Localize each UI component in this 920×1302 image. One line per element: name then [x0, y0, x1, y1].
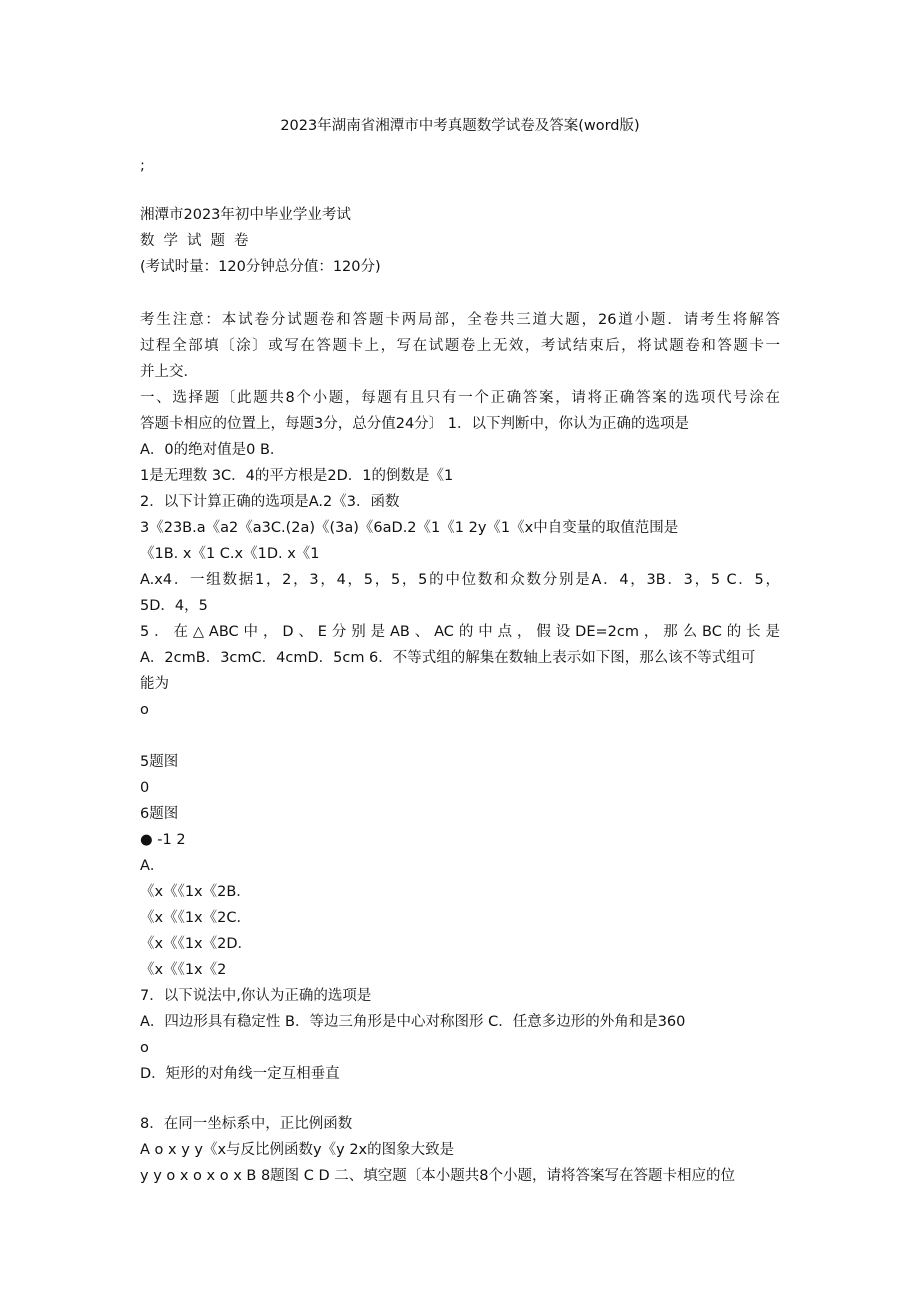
text-line: 答题卡相应的位置上，每题3分，总分值24分〕 1．以下判断中，你认为正确的选项是: [140, 416, 690, 432]
text-line: 3《23B.a《a2《a3C.(2a)《(3a)《6aD.2《1《1 2y《1《x中自变量的取值范围是: [140, 520, 679, 536]
exam-duration: (考试时量：120分钟总分值：120分): [140, 259, 381, 275]
text-line: A.x4．一组数据1，2，3，4，5，5，5的中位数和众数分别是A．4，3B．3，5 C．5，: [140, 572, 780, 588]
exam-subject: 数学试题卷: [140, 233, 258, 249]
text-line: A．2cmB．3cmC．4cmD．5cm 6．不等式组的解集在数轴上表示如下图，那么该不等式组可: [140, 650, 756, 666]
text-line: 《1B. x《1 C.x《1D. x《1: [140, 546, 320, 562]
option-line: 《x《《1x《2D．: [140, 936, 253, 952]
text-line: ● -1 2: [140, 832, 186, 848]
text-line: o: [140, 1040, 149, 1056]
text-line: 考生注意：本试卷分试题卷和答题卡两局部，全卷共三道大题，26道小题．请考生将解答: [140, 312, 780, 328]
text-line: y y o x o x o x B 8题图 C D 二、填空题〔本小题共8个小题，请将答案写在答题卡相应的位: [140, 1168, 736, 1184]
text-line: 1是无理数 3C．4的平方根是2D．1的倒数是《1: [140, 468, 454, 484]
document-title: 2023年湖南省湘潭市中考真题数学试卷及答案(word版): [280, 118, 640, 134]
text-line-semicolon: ;: [140, 158, 145, 174]
option-line: 《x《《1x《2B．: [140, 884, 251, 900]
exam-heading: 湘潭市2023年初中毕业学业考试: [140, 207, 351, 223]
text-line: 能为: [140, 676, 169, 692]
text-line: 过程全部填〔涂〕或写在答题卡上，写在试题卷上无效，考试结束后，将试题卷和答题卡一: [140, 338, 780, 354]
text-line: A．0的绝对值是0 B．: [140, 442, 285, 458]
text-line: 5D．4，5: [140, 598, 208, 614]
text-line: A．四边形具有稳定性 B．等边三角形是中心对称图形 C．任意多边形的外角和是360: [140, 1014, 686, 1030]
option-line: 《x《《1x《2C．: [140, 910, 251, 926]
text-line: 并上交．: [140, 364, 198, 380]
text-line: 2．以下计算正确的选项是A.2《3．函数: [140, 494, 400, 510]
text-line: A o x y y《x与反比例函数y《y 2x的图象大致是: [140, 1142, 455, 1158]
question-7: 7．以下说法中,你认为正确的选项是: [140, 988, 372, 1004]
figure-label-5: 5题图: [140, 754, 179, 770]
option-line: 《x《《1x《2: [140, 962, 227, 978]
section-heading: 一、选择题〔此题共8个小题，每题有且只有一个正确答案，请将正确答案的选项代号涂在: [140, 390, 780, 406]
text-line: D．矩形的对角线一定互相垂直: [140, 1066, 340, 1082]
text-line: 0: [140, 780, 150, 796]
question-8: 8．在同一坐标系中，正比例函数: [140, 1116, 353, 1132]
option-line: A．: [140, 858, 165, 874]
text-line: o: [140, 702, 149, 718]
figure-label-6: 6题图: [140, 806, 179, 822]
text-line: 5．在△ABC中，D、E分别是AB、AC的中点，假设DE=2cm，那么BC的长是: [140, 624, 780, 640]
